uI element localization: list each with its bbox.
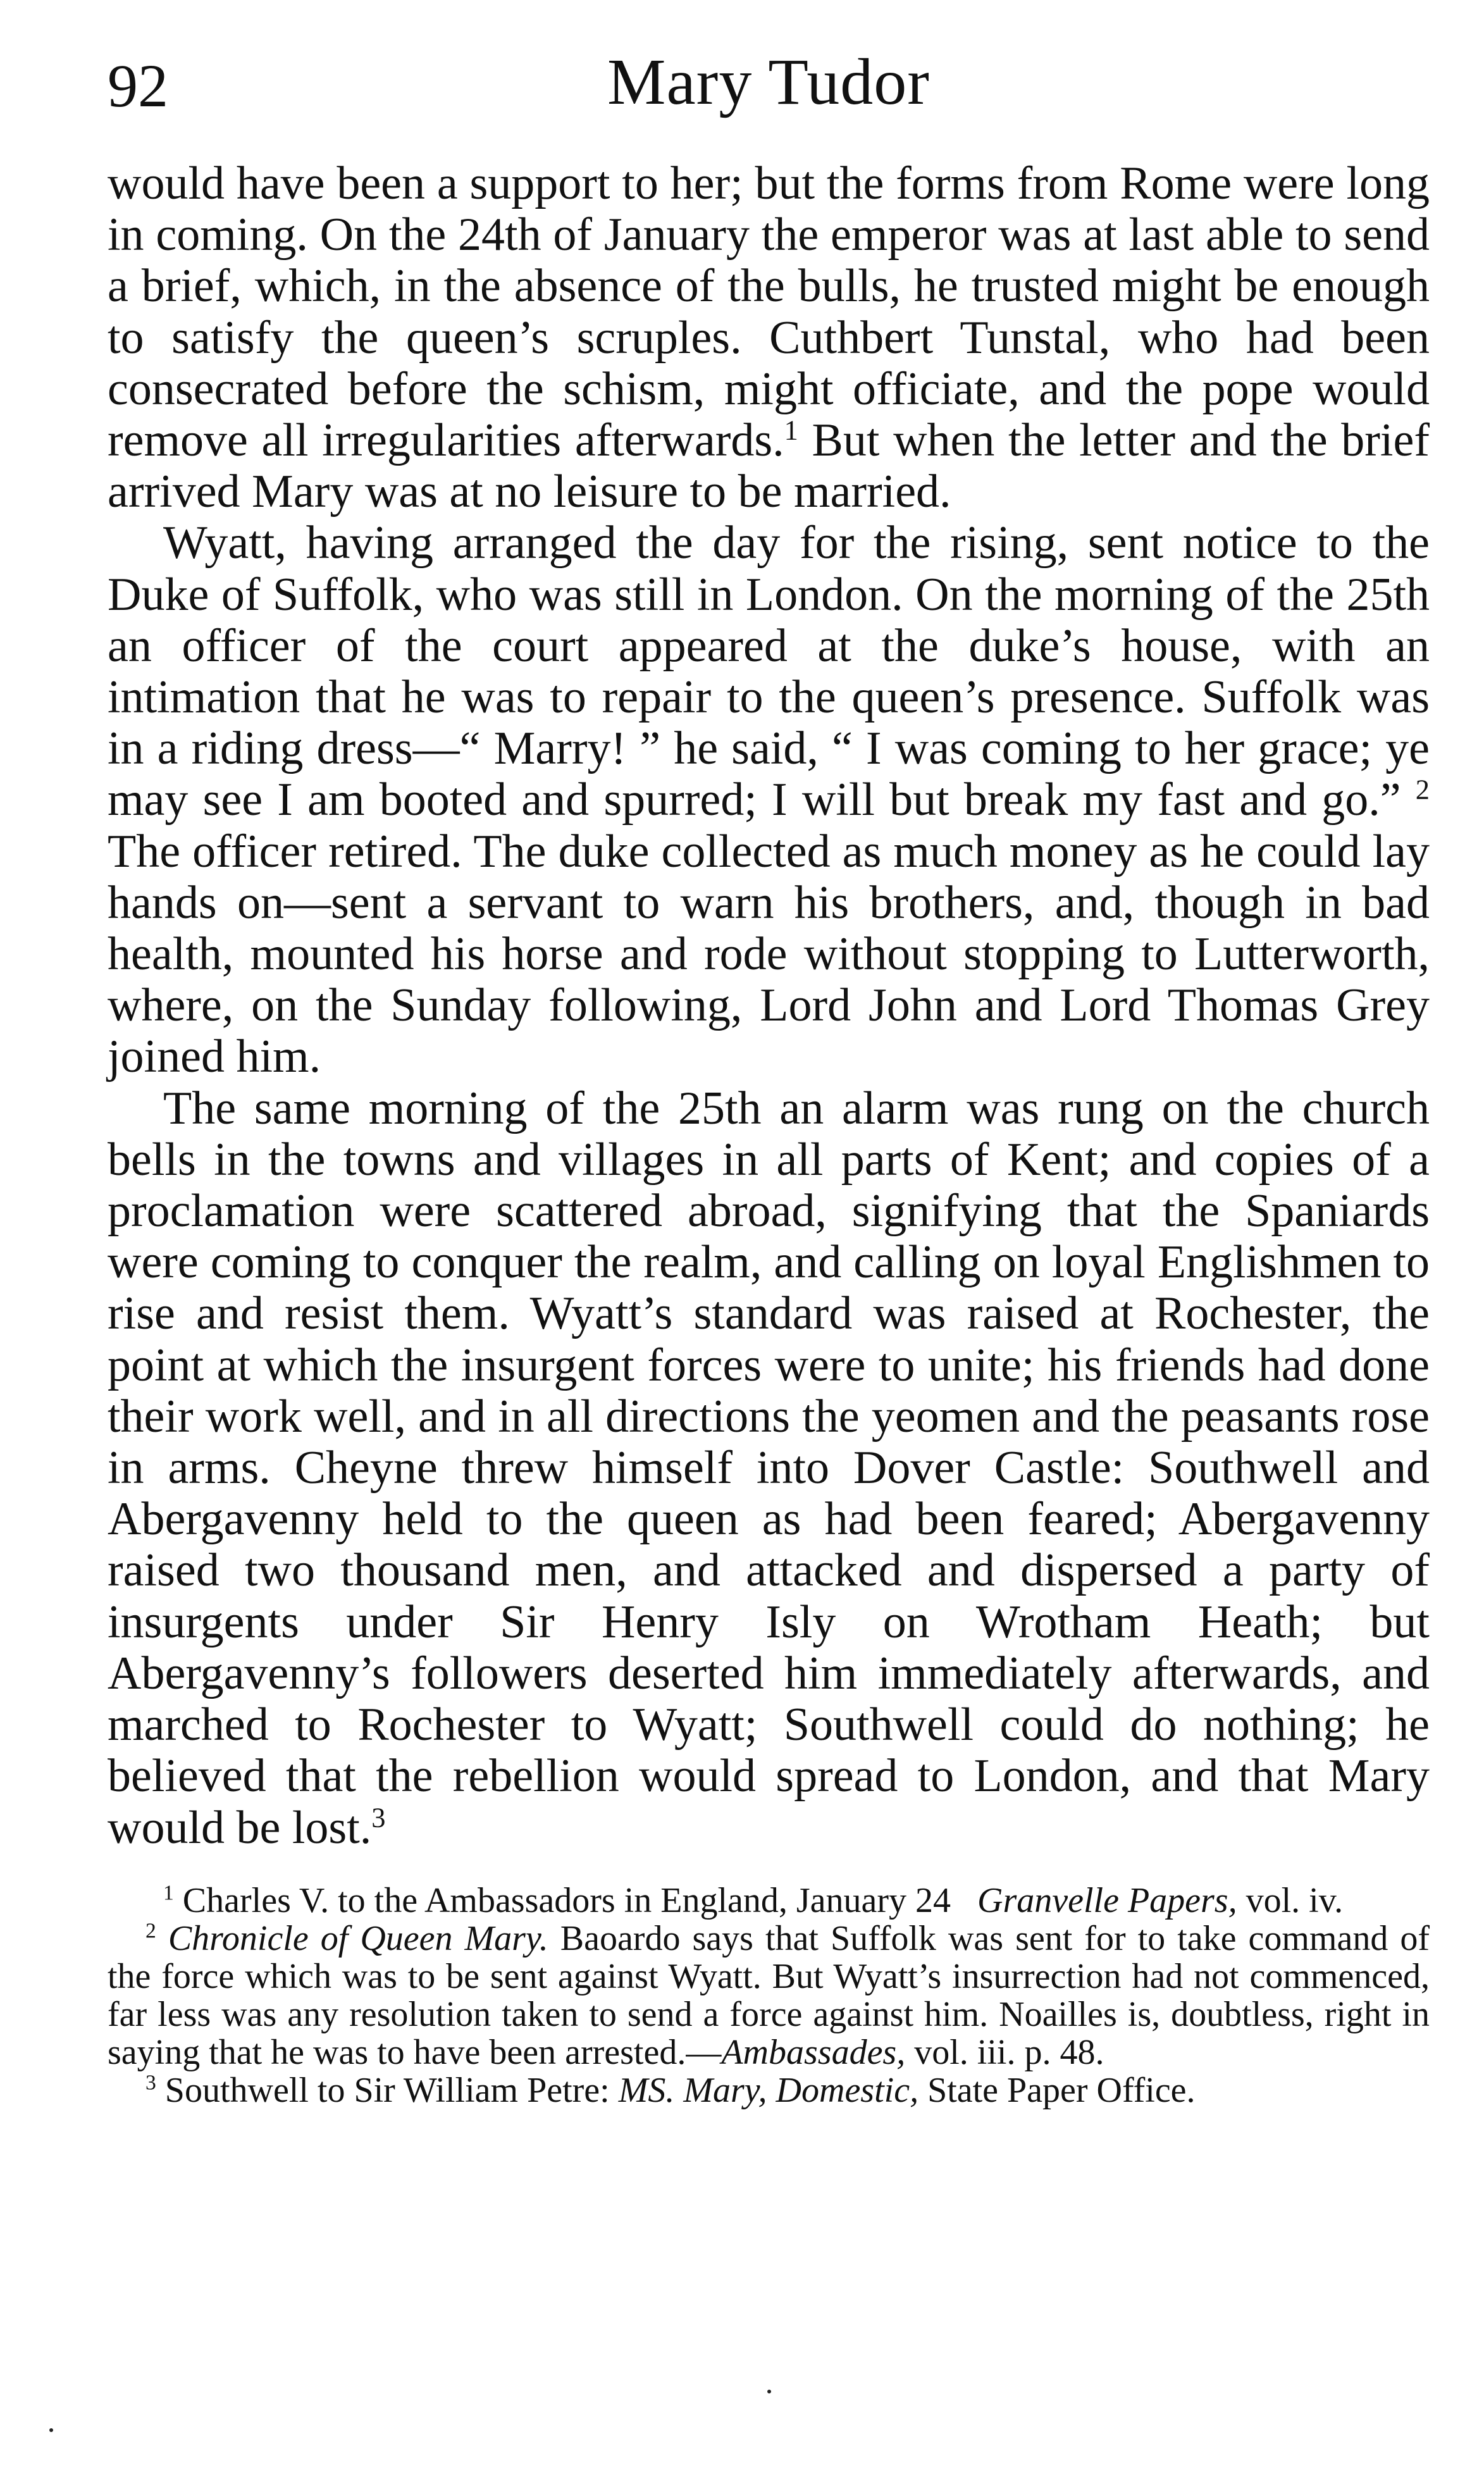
paragraph: The same morning of the 25th an alarm was rung on the church bells in the towns and villages in all parts of Kent; and copies of a proclamation were scattered abroad, signifying that the Spaniards were coming to conquer the realm, and calling on loyal Englishmen to rise and resist them. Wyatt’s standard was raised at Rochester, the point at which the insurgent forces were to unite; his friends had done their work well, and in all directions the yeomen and the peasants rose in arms. Cheyne threw himself into Dover Castle: Southwell and Abergavenny held to the queen as had been feared; Abergavenny raised two thousand men, and attacked and dispersed a party of insurgents under Sir Henry Isly on Wrotham Heath; but Abergavenny’s followers deserted him immediately afterwards, and marched to Rochester to Wyatt; Southwell could do nothing; he believed that the rebellion would spread to London, and that Mary would be lost.$^3$ — [108, 1082, 1430, 1854]
body-text — [108, 158, 1430, 1854]
paragraph: Wyatt, having arranged the day for the rising, sent notice to the Duke of Suffolk, who was still in London. On the morning of the 25th an officer of the court appeared at the duke’s house, with an intimation that he was to repair to the queen’s presence. Suffolk was in a riding dress—“ Marry! ” he said, “ I was coming to her grace; ye may see I am booted and spurred; I will but break my fast and go.” $^2$ The officer retired. The duke collected as much money as he could lay hands on—sent a servant to warn his brothers, and, though in bad health, mounted his horse and rode without stopping to Lutterworth, where, on the Sunday following, Lord John and Lord Thomas Grey joined him. — [108, 517, 1430, 1083]
scan-speck — [49, 2428, 53, 2432]
footnote-ref: 3 — [371, 1801, 386, 1833]
footnote: $^1$ Charles V. to the Ambassadors in England, January 24 Granvelle Papers, vol. iv. — [163, 1880, 1344, 1920]
footnote-ref: 1 — [784, 414, 798, 446]
footnote-ref: 2 — [1415, 773, 1430, 805]
page-number: 92 — [108, 52, 168, 120]
running-title: Mary Tudor — [607, 46, 930, 118]
footnotes — [108, 1882, 1430, 2109]
footnote: $^3$ Southwell to Sir William Petre: MS. Mary, Domestic, State Paper Office. — [145, 2070, 1196, 2110]
page-header — [108, 38, 1430, 158]
book-page — [108, 38, 1430, 2109]
paragraph: would have been a support to her; but the forms from Rome were long in coming. On the 24th of January the emperor was at last able to send a brief, which, in the absence of the bulls, he trusted might be enough to satisfy the queen’s scruples. Cuthbert Tunstal, who had been consecrated before the schism, might officiate, and the pope would remove all irregularities afterwards.$^1$ But when the letter and the brief arrived Mary was at no leisure to be married. — [108, 158, 1430, 518]
scan-speck — [767, 2390, 771, 2393]
footnote: $^2$ Chronicle of Queen Mary. Baoardo says that Suffolk was sent for to take command of the force which was to be sent against Wyatt. But Wyatt’s insurrection had not commenced, far less was any resolution taken to send a force against him. Noailles is, doubtless, right in saying that he was to have been arrested.—Ambassades, vol. iii. p. 48. — [108, 1918, 1430, 2072]
